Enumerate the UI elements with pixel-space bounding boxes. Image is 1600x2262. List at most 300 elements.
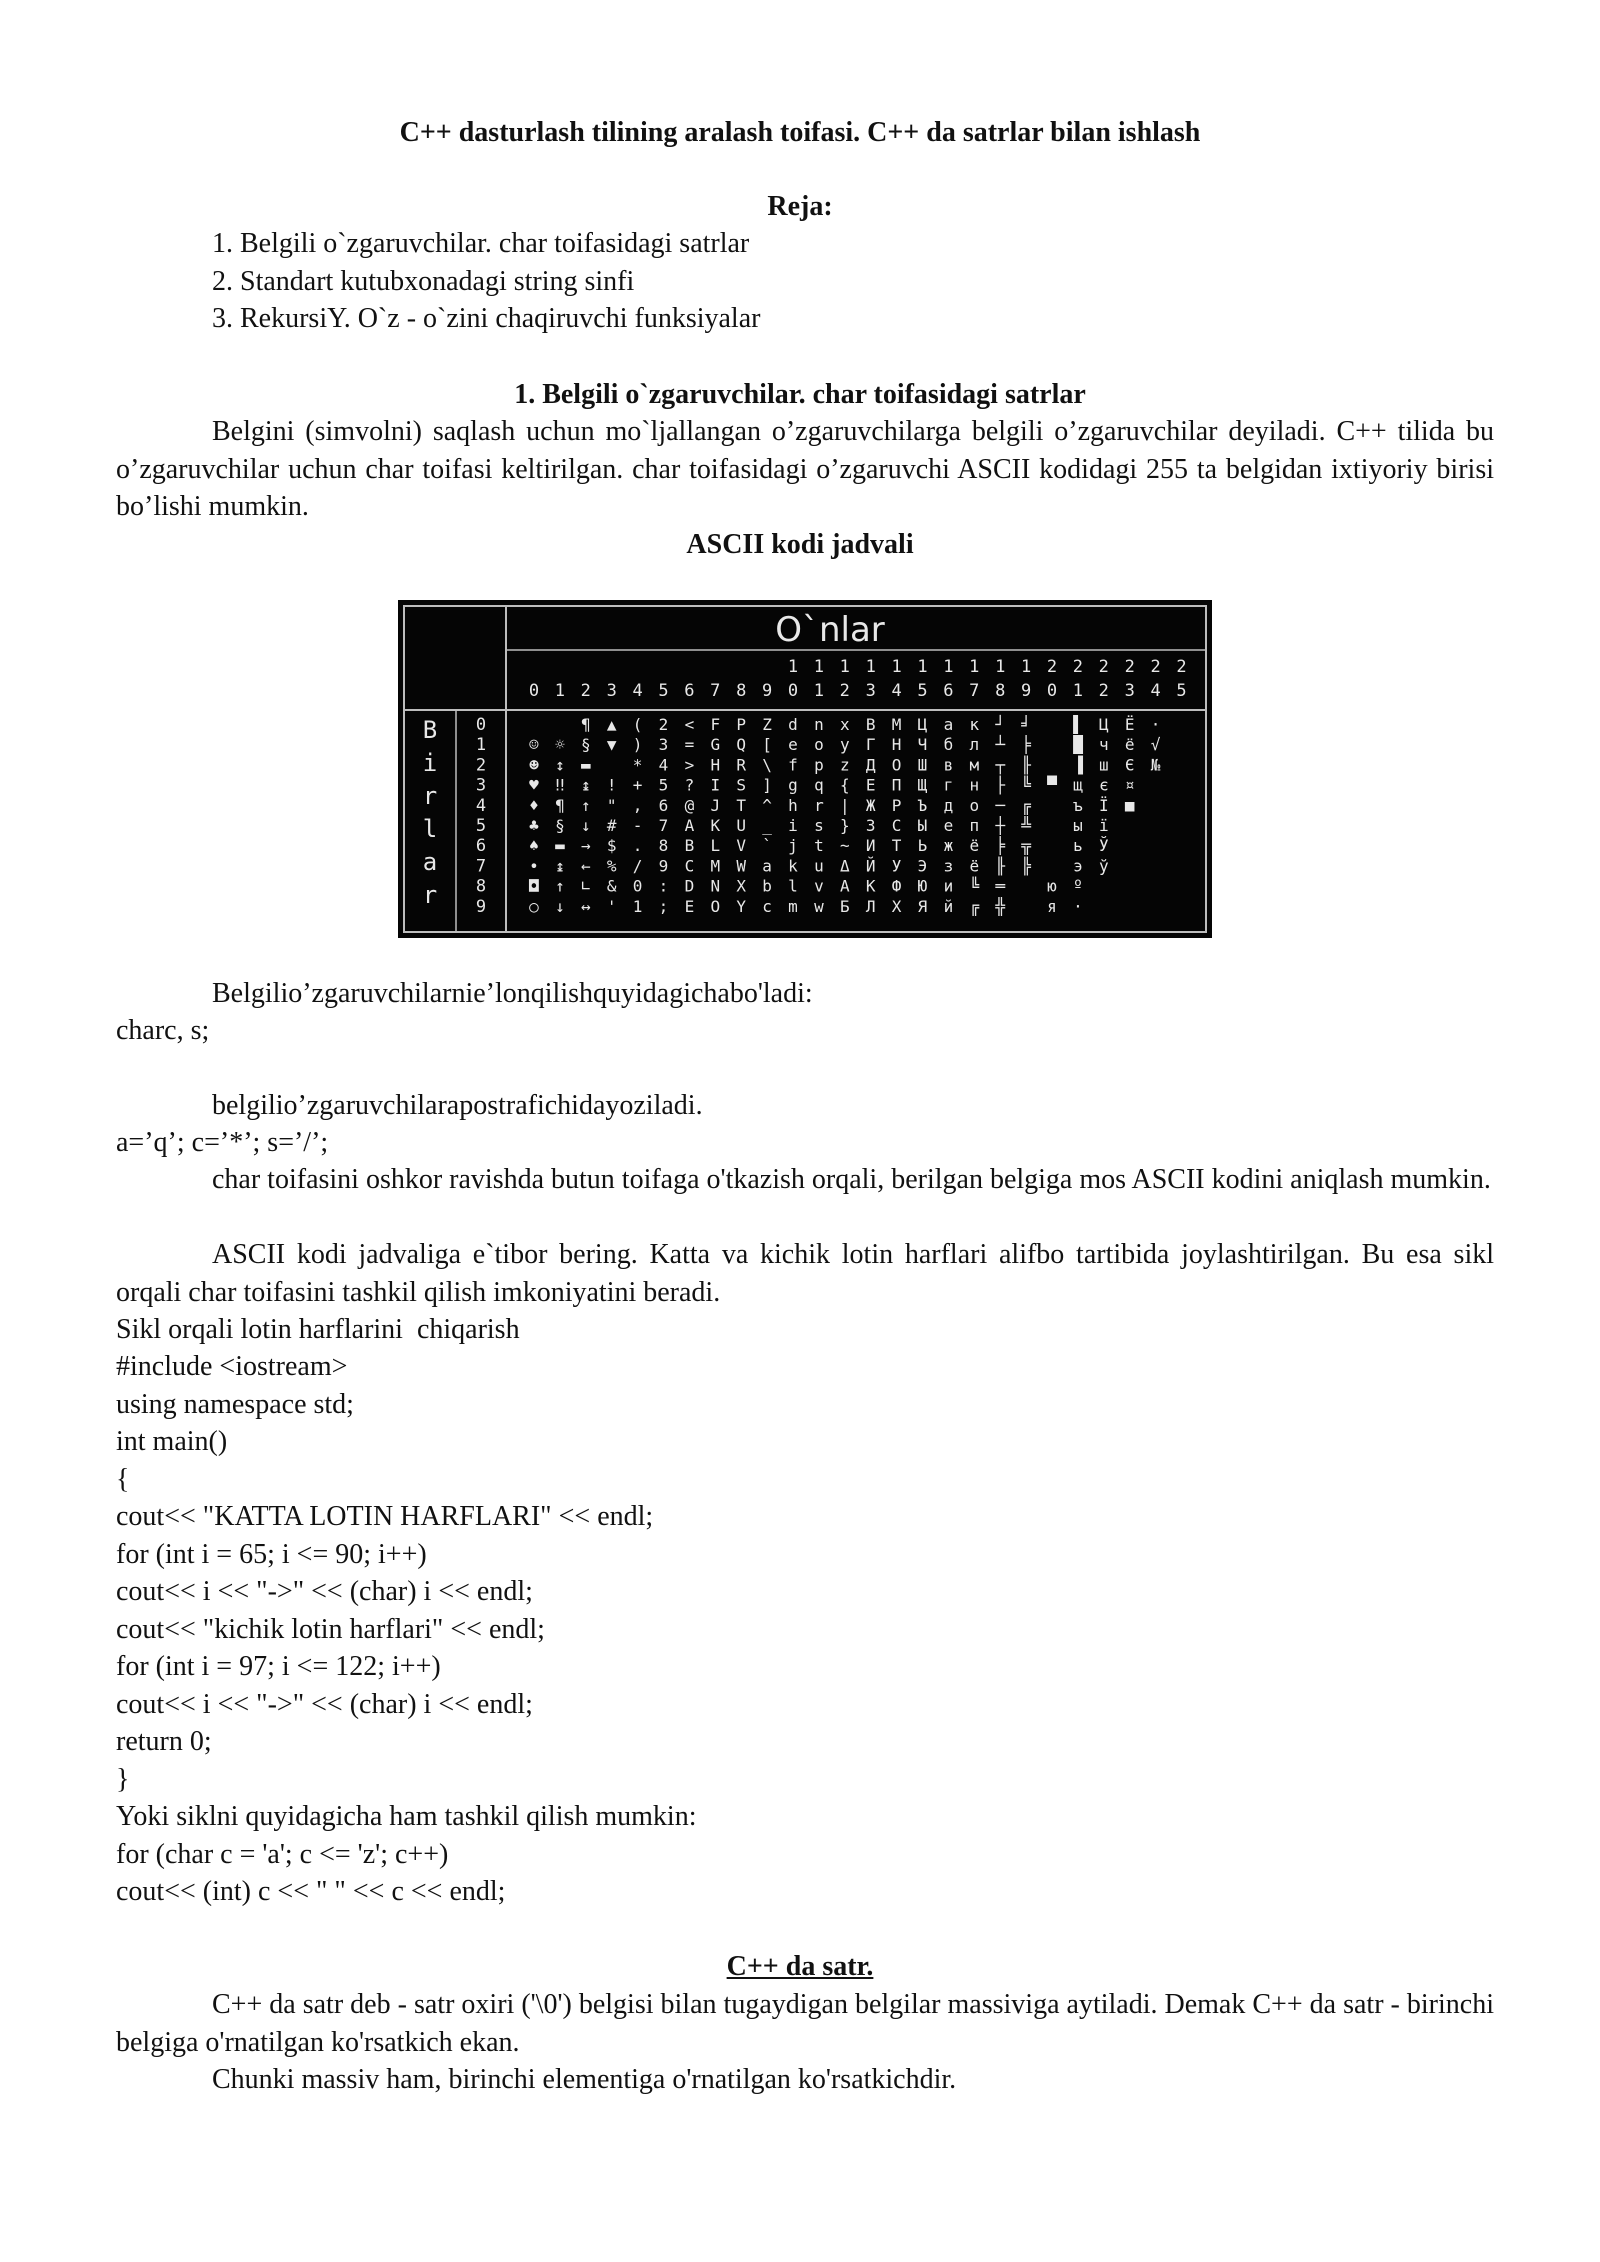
ascii-tens-digit: 1 (1072, 681, 1084, 701)
code-line: cout<< "KATTA LOTIN HARFLARI" << endl; (116, 1501, 654, 1532)
ascii-side-letter: B (422, 716, 438, 744)
ascii-glyph: ☼ (555, 735, 565, 755)
ascii-glyph: : (658, 876, 669, 896)
reja-item: 2. Standart kutubxonadagi string sinfi (212, 265, 635, 297)
ascii-tens-digit: 0 (528, 681, 540, 701)
ascii-tens-digit: 2 (1150, 657, 1161, 677)
ascii-glyph: ш (1098, 755, 1109, 775)
ascii-glyph: - (632, 816, 643, 835)
ascii-glyph: й (943, 896, 954, 916)
code-line: { (116, 1463, 130, 1495)
ascii-glyph: H (891, 735, 902, 755)
ascii-tens-digit: 1 (891, 657, 902, 677)
ascii-glyph: k (788, 856, 798, 876)
ascii-glyph: У (891, 856, 902, 876)
ascii-glyph: # (606, 816, 617, 835)
ascii-glyph: ё (1124, 735, 1135, 755)
ascii-glyph: . (632, 836, 643, 856)
ascii-glyph: ╟ (1021, 755, 1031, 775)
ascii-glyph: 9 (658, 856, 669, 876)
ascii-glyph: t (814, 836, 824, 856)
ascii-unit-digit: 6 (475, 836, 487, 857)
ascii-glyph: b (762, 876, 772, 896)
ascii-unit-digit: 2 (475, 755, 487, 776)
ascii-glyph: Ц (917, 715, 928, 734)
ascii-glyph: º (1073, 876, 1083, 896)
ascii-glyph: | (839, 795, 850, 815)
ascii-glyph: _ (762, 816, 772, 835)
paragraph: Belgilio’zgaruvchilarnie’lonqilishquyidagichabo'ladi: (212, 978, 813, 1009)
ascii-glyph: C (684, 856, 695, 876)
ascii-glyph: в (943, 755, 954, 775)
ascii-glyph: Ў (1098, 836, 1109, 856)
ascii-glyph: f (788, 755, 798, 775)
ascii-tens-digit: 8 (995, 681, 1006, 701)
ascii-glyph: / (632, 856, 643, 876)
ascii-glyph: q (814, 775, 824, 795)
ascii-glyph: ♥ (529, 775, 539, 795)
ascii-glyph: ↨ (555, 856, 565, 876)
paragraph: ASCII kodi jadvaliga e`tibor bering. Katta va kichik lotin harflari alifbo tartibida joylashtirilgan. Bu esa sikl orqali char toifasini tashkil qilish imkoniyatini beradi. (116, 1239, 1494, 1308)
ascii-tens-digit: 4 (1150, 681, 1161, 701)
ascii-glyph: ▲ (606, 715, 617, 734)
ascii-glyph: > (684, 755, 695, 775)
ascii-glyph: 0 (632, 876, 643, 896)
ascii-glyph: ▐ (1073, 755, 1083, 775)
ascii-tens-digit: 1 (787, 657, 799, 677)
paragraph: Belgini (simvolni) saqlash uchun mo`ljallangan o’zgaruvchilarga belgili o’zgaruvchilar deyiladi. C++ tilida bu o’zgaruvchilar uchun char toifasi keltirilgan. char toifasidagi o’zgaruvchi ASCII kodidagi 255 ta belgidan ixtiyoriy birisi bo’lishi mumkin. (116, 416, 1494, 522)
ascii-glyph: Є (1124, 755, 1135, 775)
ascii-glyph: § (555, 816, 565, 835)
ascii-glyph: ╟ (995, 856, 1006, 876)
ascii-tens-digit: 1 (969, 657, 980, 677)
ascii-glyph: p (814, 755, 824, 775)
ascii-tens-digit: 2 (1098, 681, 1109, 701)
ascii-glyph: ? (684, 775, 695, 795)
ascii-glyph: Э (917, 856, 928, 876)
ascii-glyph: н (969, 775, 980, 795)
ascii-glyph: ▀ (1047, 775, 1057, 795)
ascii-glyph: • (529, 856, 539, 876)
ascii-glyph: д (943, 795, 954, 815)
ascii-glyph: E (684, 896, 695, 916)
ascii-tens-digit: 2 (580, 681, 591, 701)
ascii-glyph: Б (839, 896, 850, 916)
ascii-glyph: ┘ (995, 715, 1006, 734)
reja-item: 3. RekursiY. O`z - o`zini chaqiruvchi funksiyalar (212, 303, 761, 334)
ascii-glyph: % (606, 856, 617, 876)
ascii-glyph: ; (658, 896, 669, 916)
ascii-glyph: є (1098, 775, 1109, 795)
ascii-unit-digit: 5 (475, 816, 487, 836)
section-heading: 1. Belgili o`zgaruvchilar. char toifasidagi satrlar (514, 379, 1086, 410)
ascii-glyph: = (684, 735, 695, 755)
ascii-glyph: Ф (891, 876, 902, 896)
ascii-glyph: K (710, 816, 721, 835)
ascii-glyph: X (736, 876, 747, 896)
ascii-glyph: j (788, 836, 798, 856)
ascii-glyph: м (969, 755, 980, 775)
code-line: #include <iostream> (116, 1351, 348, 1382)
ascii-glyph: ` (762, 836, 772, 856)
paragraph: Chunki massiv ham, birinchi elementiga o'rnatilgan ko'rsatkichdir. (212, 2064, 957, 2095)
ascii-glyph: 1 (632, 896, 643, 916)
code-line: int main() (116, 1426, 228, 1457)
ascii-glyph: m (788, 896, 798, 916)
code-line: cout<< (int) c << " " << c << endl; (116, 1876, 506, 1907)
ascii-glyph: l (788, 876, 798, 896)
ascii-glyph: ♠ (529, 836, 539, 856)
ascii-glyph: · (1073, 896, 1083, 916)
ascii-glyph: → (580, 836, 591, 856)
ascii-tens-digit: 2 (1124, 657, 1135, 677)
ascii-tens-digit: 3 (606, 681, 617, 701)
ascii-glyph: ¤ (1124, 775, 1135, 795)
ascii-glyph: + (632, 775, 643, 795)
ascii-tens-digit: 1 (995, 657, 1006, 677)
ascii-glyph: ╬ (995, 896, 1006, 916)
ascii-tens-digit: 3 (1124, 681, 1135, 701)
ascii-glyph: э (1073, 856, 1083, 876)
ascii-glyph: 3 (658, 735, 669, 755)
ascii-tens-digit: 1 (813, 657, 825, 677)
code-line: for (char c = 'a'; c <= 'z'; c++) (116, 1838, 449, 1870)
ascii-unit-digit: 8 (475, 876, 487, 897)
ascii-glyph: 3 (865, 816, 876, 835)
ascii-glyph: T (736, 795, 747, 815)
ascii-glyph: г (943, 775, 954, 795)
ascii-glyph: e (788, 735, 798, 755)
ascii-glyph: S (736, 775, 747, 795)
ascii-glyph: 8 (658, 836, 669, 856)
ascii-glyph: 5 (658, 775, 669, 795)
reja-list (212, 225, 760, 338)
code-line: cout<< i << "->" << (char) i << endl; (116, 1688, 533, 1720)
ascii-glyph: s (814, 816, 824, 835)
ascii-glyph: Ї (1098, 795, 1109, 815)
ascii-glyph: 7 (658, 816, 669, 835)
ascii-glyph: ╠ (1021, 856, 1031, 876)
ascii-glyph: J (710, 795, 721, 815)
ascii-glyph: Л (865, 896, 876, 916)
ascii-unit-digit: 1 (475, 735, 487, 756)
ascii-tens-digit: 6 (684, 681, 695, 701)
ascii-side-letter: l (422, 815, 438, 843)
ascii-glyph: Z (762, 715, 772, 734)
ascii-glyph: ═ (995, 876, 1006, 896)
reja-heading: Reja: (767, 191, 833, 222)
ascii-glyph: A (684, 816, 695, 835)
ascii-glyph: № (1150, 755, 1161, 775)
ascii-glyph: ▌ (1073, 715, 1083, 734)
ascii-glyph: Ч (917, 735, 928, 755)
ascii-glyph: N (710, 876, 721, 896)
ascii-glyph: к (969, 715, 980, 734)
ascii-tens-digit: 9 (761, 681, 773, 701)
ascii-side-letter: i (422, 749, 438, 777)
ascii-glyph: ‼ (555, 775, 565, 795)
ascii-glyph: i (788, 816, 798, 835)
ascii-glyph: ╚ (969, 876, 980, 896)
ascii-glyph: a (943, 715, 954, 734)
ascii-glyph: \ (762, 755, 772, 775)
ascii-glyph: U (736, 816, 747, 835)
ascii-glyph: █ (1073, 735, 1083, 755)
code-block (116, 1348, 697, 1911)
ascii-glyph: { (839, 775, 850, 795)
ascii-glyph: ☻ (529, 755, 539, 775)
ascii-glyph: ~ (839, 836, 850, 856)
ascii-glyph: ╚ (1021, 775, 1031, 795)
ascii-glyph: ж (943, 836, 954, 856)
ascii-glyph: ! (606, 775, 617, 795)
ascii-glyph: ] (762, 775, 772, 795)
ascii-glyph: и (943, 876, 954, 896)
ascii-glyph: Y (736, 896, 747, 916)
ascii-glyph: ○ (529, 896, 539, 916)
ascii-glyph: ← (580, 856, 591, 876)
ascii-glyph: ♦ (529, 795, 539, 815)
ascii-glyph: I (710, 775, 721, 795)
ascii-glyph: h (788, 795, 798, 815)
code-line: a=’q’; c=’*’; s=’/’; (116, 1127, 329, 1158)
ascii-glyph: Щ (917, 775, 928, 795)
ascii-tens-digit: 4 (891, 681, 902, 701)
ascii-side-letter: a (422, 848, 438, 876)
ascii-glyph: я (1047, 896, 1057, 916)
ascii-glyph: C (891, 816, 902, 835)
ascii-tens-digit: 0 (787, 681, 799, 701)
ascii-glyph: O (891, 755, 902, 775)
ascii-glyph: ▼ (606, 735, 617, 755)
ascii-glyph: Д (865, 755, 876, 775)
ascii-glyph: о (969, 795, 980, 815)
ascii-glyph: ╞ (995, 836, 1006, 856)
ascii-glyph: ь (1073, 836, 1083, 856)
ascii-glyph: Г (865, 735, 876, 755)
ascii-glyph: ♣ (529, 816, 539, 835)
ascii-glyph: D (684, 876, 695, 896)
ascii-glyph: z (839, 755, 850, 775)
code-line: cout<< "kichik lotin harflari" << endl; (116, 1613, 545, 1645)
ascii-glyph: ' (606, 896, 617, 916)
ascii-tens-digit: 2 (1176, 657, 1187, 677)
code-line: Yoki siklni quyidagicha ham tashkil qilish mumkin: (116, 1801, 697, 1832)
ascii-glyph: Ы (917, 816, 928, 835)
ascii-glyph: л (969, 735, 980, 755)
ascii-glyph: H (710, 755, 721, 775)
ascii-glyph: r (814, 795, 824, 815)
ascii-glyph: Й (865, 856, 876, 876)
ascii-glyph: O (710, 896, 721, 916)
ascii-glyph: Δ (839, 856, 850, 876)
ascii-tens-digit: 2 (839, 681, 850, 701)
code-line: for (int i = 97; i <= 122; i++) (116, 1651, 441, 1682)
ascii-glyph: ┬ (995, 755, 1006, 775)
ascii-glyph: ↓ (555, 896, 565, 916)
ascii-glyph: ▬ (580, 755, 591, 775)
ascii-glyph: G (710, 735, 721, 755)
ascii-glyph: Ю (917, 876, 928, 896)
ascii-tens-digit: 3 (865, 681, 876, 701)
ascii-glyph: ў (1098, 856, 1109, 876)
ascii-tens-digit: 1 (865, 657, 876, 677)
ascii-glyph: M (891, 715, 902, 734)
paragraph: C++ da satr deb - satr oxiri ('\0') belgisi bilan tugaydigan belgilar massiviga aytiladi. Demak C++ da satr - birinchi belgiga o'rnatilgan ko'rsatkich ekan. (116, 1989, 1494, 2058)
code-line: using namespace std; (116, 1388, 354, 1420)
ascii-unit-digit: 7 (475, 856, 487, 877)
ascii-tens-digit: 5 (917, 681, 928, 701)
ascii-glyph: A (839, 876, 850, 896)
ascii-glyph: B (865, 715, 876, 734)
ascii-glyph: ∟ (580, 876, 591, 896)
ascii-glyph: ё (969, 856, 980, 876)
ascii-glyph: g (788, 775, 798, 795)
ascii-tens-digit: 4 (632, 681, 643, 701)
ascii-glyph: щ (1073, 775, 1083, 795)
ascii-glyph: } (839, 816, 850, 835)
ascii-glyph: ╔ (969, 896, 980, 916)
ascii-glyph: P (736, 715, 747, 734)
ascii-glyph: ├ (995, 775, 1006, 795)
ascii-glyph: ■ (1124, 795, 1135, 815)
ascii-glyph: W (736, 856, 747, 876)
ascii-glyph: И (865, 836, 876, 856)
ascii-glyph: [ (762, 735, 772, 755)
ascii-glyph: ё (969, 836, 980, 856)
ascii-tens-digit: 5 (658, 681, 669, 701)
ascii-glyph: ╛ (1021, 715, 1031, 734)
ascii-glyph: E (865, 775, 876, 795)
ascii-glyph: c (762, 896, 772, 916)
ascii-unit-digit: 4 (475, 795, 487, 816)
ascii-glyph: & (606, 876, 617, 896)
ascii-glyph: Ж (865, 795, 876, 815)
ascii-unit-digit: 0 (475, 715, 487, 735)
ascii-header-label: O`nlar (775, 610, 885, 650)
ascii-tens-digit: 1 (917, 657, 928, 677)
ascii-tens-digit: 1 (554, 681, 566, 701)
ascii-glyph: 2 (658, 715, 669, 734)
ascii-glyph: ↑ (555, 876, 565, 896)
ascii-glyph: ч (1098, 735, 1109, 755)
ascii-glyph: ¶ (555, 795, 565, 815)
ascii-glyph: u (814, 856, 824, 876)
ascii-tens-digit: 1 (839, 657, 850, 677)
ascii-glyph: · (1150, 715, 1161, 734)
document-title: C++ dasturlash tilining aralash toifasi. C++ da satrlar bilan ishlash (399, 117, 1201, 148)
ascii-glyph: ↕ (555, 755, 565, 775)
ascii-glyph: T (891, 836, 902, 856)
ascii-glyph: Ь (917, 836, 928, 856)
ascii-glyph: P (891, 795, 902, 815)
ascii-glyph: B (684, 836, 695, 856)
paragraph: belgilio’zgaruvchilarapostrafichidayoziladi. (212, 1090, 703, 1121)
ascii-glyph: ¶ (580, 715, 591, 734)
ascii-glyph: 4 (658, 755, 669, 775)
code-line: return 0; (116, 1726, 212, 1757)
ascii-table-graphic (398, 600, 1212, 938)
ascii-tens-digit: 1 (1020, 657, 1032, 677)
ascii-glyph: ( (632, 715, 643, 734)
ascii-glyph: б (943, 735, 954, 755)
ascii-glyph: √ (1150, 735, 1161, 755)
ascii-glyph: ^ (762, 795, 772, 815)
ascii-glyph: Ё (1124, 715, 1135, 734)
ascii-glyph: Ц (1098, 715, 1109, 734)
ascii-glyph: ↓ (580, 816, 591, 835)
ascii-glyph: ) (632, 735, 643, 755)
ascii-glyph: w (814, 896, 824, 916)
ascii-glyph: 6 (658, 795, 669, 815)
ascii-tens-digit: 1 (813, 681, 825, 701)
ascii-tens-digit: 6 (943, 681, 954, 701)
ascii-tens-digit: 7 (969, 681, 980, 701)
ascii-glyph: П (891, 775, 902, 795)
ascii-glyph: M (710, 856, 721, 876)
ascii-glyph: y (839, 735, 850, 755)
ascii-glyph: ↑ (580, 795, 591, 815)
ascii-glyph: v (814, 876, 824, 896)
ascii-glyph: $ (606, 836, 617, 856)
code-line: } (116, 1763, 130, 1795)
ascii-glyph: ы (1073, 816, 1083, 835)
ascii-glyph: ◘ (529, 876, 539, 896)
ascii-glyph: з (943, 856, 954, 876)
ascii-glyph: ю (1047, 876, 1057, 896)
ascii-glyph: x (839, 715, 850, 734)
sikl-title: Sikl orqali lotin harflarini chiqarish (116, 1314, 520, 1345)
ascii-glyph: п (969, 816, 980, 835)
ascii-glyph: R (736, 755, 747, 775)
ascii-glyph: ┼ (995, 816, 1006, 835)
ascii-glyph: ─ (995, 795, 1006, 815)
ascii-tens-digit: 5 (1176, 681, 1187, 701)
ascii-glyph: L (710, 836, 721, 856)
ascii-glyph: ╞ (1021, 735, 1031, 755)
ascii-side-letter: r (422, 782, 438, 810)
ascii-glyph: ☺ (529, 735, 539, 755)
ascii-tens-digit: 2 (1098, 657, 1109, 677)
ascii-tens-digit: 2 (1072, 657, 1084, 677)
ascii-glyph: F (710, 715, 721, 734)
ascii-tens-digit: 9 (1020, 681, 1032, 701)
ascii-side-letter: r (422, 881, 438, 909)
section-heading: C++ da satr. (726, 1951, 874, 1982)
ascii-glyph: " (606, 795, 617, 815)
ascii-glyph: , (632, 795, 643, 815)
paragraph: char toifasini oshkor ravishda butun toifaga o'tkazish orqali, berilgan belgiga mos ASCII kodini aniqlash mumkin. (212, 1164, 1491, 1195)
ascii-glyph: V (736, 836, 747, 856)
ascii-tens-digit: 8 (736, 681, 747, 701)
ascii-glyph: ┴ (995, 735, 1006, 755)
ascii-glyph: Я (917, 896, 928, 916)
ascii-tens-digit: 0 (1046, 681, 1058, 701)
ascii-tens-digit: 1 (943, 657, 954, 677)
ascii-tens-digit: 7 (710, 681, 721, 701)
ascii-glyph: o (814, 735, 824, 755)
ascii-glyph: ╩ (1021, 816, 1031, 835)
ascii-glyph: d (788, 715, 798, 734)
ascii-glyph: ╦ (1021, 836, 1031, 856)
ascii-glyph: е (943, 816, 954, 835)
ascii-glyph: < (684, 715, 695, 734)
ascii-glyph: § (580, 735, 591, 755)
ascii-table-heading: ASCII kodi jadvali (686, 529, 914, 560)
ascii-glyph: @ (684, 795, 695, 815)
ascii-unit-digit: 9 (475, 896, 487, 917)
ascii-glyph: K (865, 876, 876, 896)
